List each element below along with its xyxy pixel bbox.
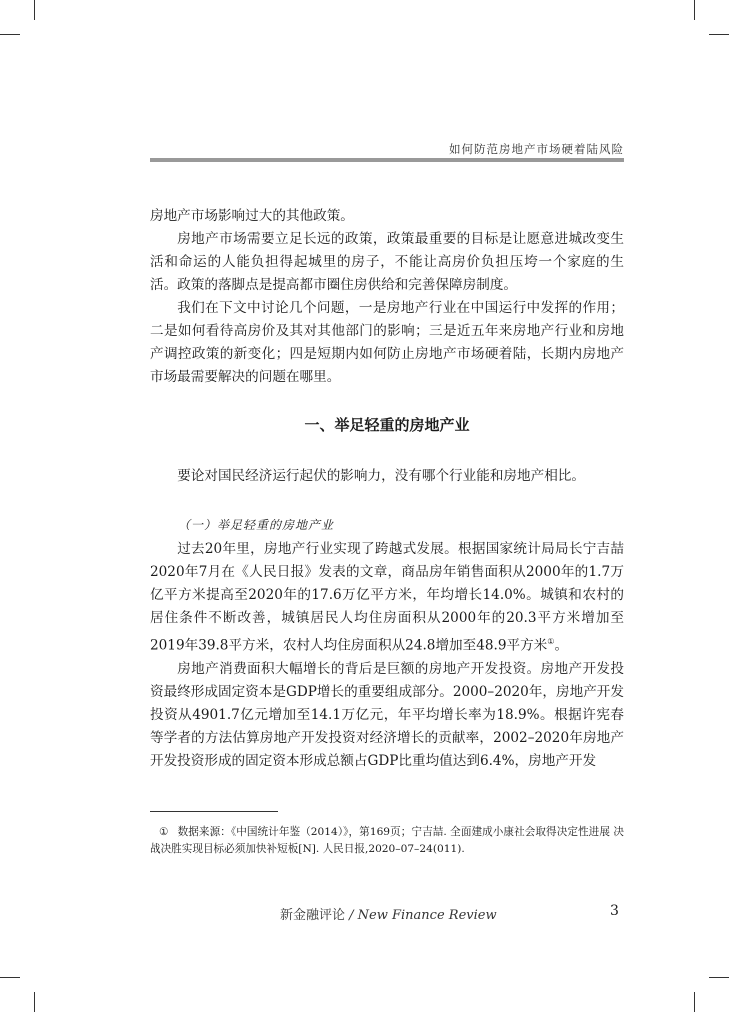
crop-mark xyxy=(34,992,35,1012)
journal-name-en: New Finance Review xyxy=(357,908,497,923)
section-title: 一、举足轻重的房地产业 xyxy=(304,416,470,434)
footnote-marker: ① xyxy=(159,826,169,838)
section-intro: 要论对国民经济运行起伏的影响力，没有哪个行业能和房地产相比。 xyxy=(177,468,585,484)
journal-footer xyxy=(280,904,497,923)
paragraph: 房地产市场需要立足长远的政策，政策最重要的目标是让愿意进城改变生活和命运的人能负担得起城里的房子，不能让高房价负担压垮一个家庭的生活。政策的落脚点是提高都市圈住房供给和完善保障房制度。 xyxy=(150,231,624,293)
footnote-rule xyxy=(150,811,278,812)
journal-name-cn: 新金融评论 xyxy=(280,908,346,923)
paragraph xyxy=(150,538,624,658)
section-intro-block xyxy=(150,465,624,488)
paragraph-end: 。 xyxy=(554,637,569,654)
paragraph: 房地产市场影响过大的其他政策。 xyxy=(150,208,354,224)
footnote-text: 数据来源：《中国统计年鉴（2014）》，第169页；宁吉喆. 全面建成小康社会取得决定性进展 决战决胜实现目标必须加快补短板[N]. 人民日报,2020–07–24(011). xyxy=(150,826,624,855)
page-number: 3 xyxy=(610,903,619,919)
journal-separator: / xyxy=(345,908,358,923)
crop-mark xyxy=(709,34,729,35)
subheading: （一）举足轻重的房地产业 xyxy=(178,518,335,532)
crop-mark xyxy=(34,0,35,20)
running-header: 如何防范房地产市场硬着陆风险 xyxy=(449,142,624,156)
crop-mark xyxy=(0,977,20,978)
crop-mark xyxy=(694,0,695,20)
body-bottom xyxy=(150,538,624,773)
footnote xyxy=(150,824,624,858)
paragraph: 我们在下文中讨论几个问题，一是房地产行业在中国运行中发挥的作用；二是如何看待高房价及其对其他部门的影响；三是近五年来房地产行业和房地产调控政策的新变化；四是短期内如何防止房地产市场硬着陆，长期内房地产市场最需要解决的问题在哪里。 xyxy=(150,300,624,385)
footnote-ref[interactable]: ① xyxy=(547,637,555,646)
paragraph: 房地产消费面积大幅增长的背后是巨额的房地产开发投资。房地产开发投资最终形成固定资本是GDP增长的重要组成部分。2000–2020年，房地产开发投资从4901.7亿元增加至14.1万亿元，年平均增长率为18.9%。根据许宪春等学者的方法估算房地产开发投资对经济增长的贡献率，2002–2020年房地产开发投资形成的固定资本形成总额占GDP比重均值达到6.4%，房地产开发 xyxy=(150,660,624,769)
crop-mark xyxy=(709,977,729,978)
body-top xyxy=(150,205,624,389)
paragraph-text: 过去20年里，房地产行业实现了跨越式发展。根据国家统计局局长宁吉喆2020年7月在《人民日报》发表的文章，商品房年销售面积从2000年的1.7万亿平方米提高至2020年的17.6万亿平方米，年均增长14.0%。城镇和农村的居住条件不断改善，城镇居民人均住房面积从2000年的20.3平方米增加至2019年39.8平方米，农村人均住房面积从24.8增加至48.9平方米 xyxy=(150,541,624,654)
crop-mark xyxy=(694,992,695,1012)
header-rule xyxy=(150,158,624,162)
crop-mark xyxy=(0,34,20,35)
